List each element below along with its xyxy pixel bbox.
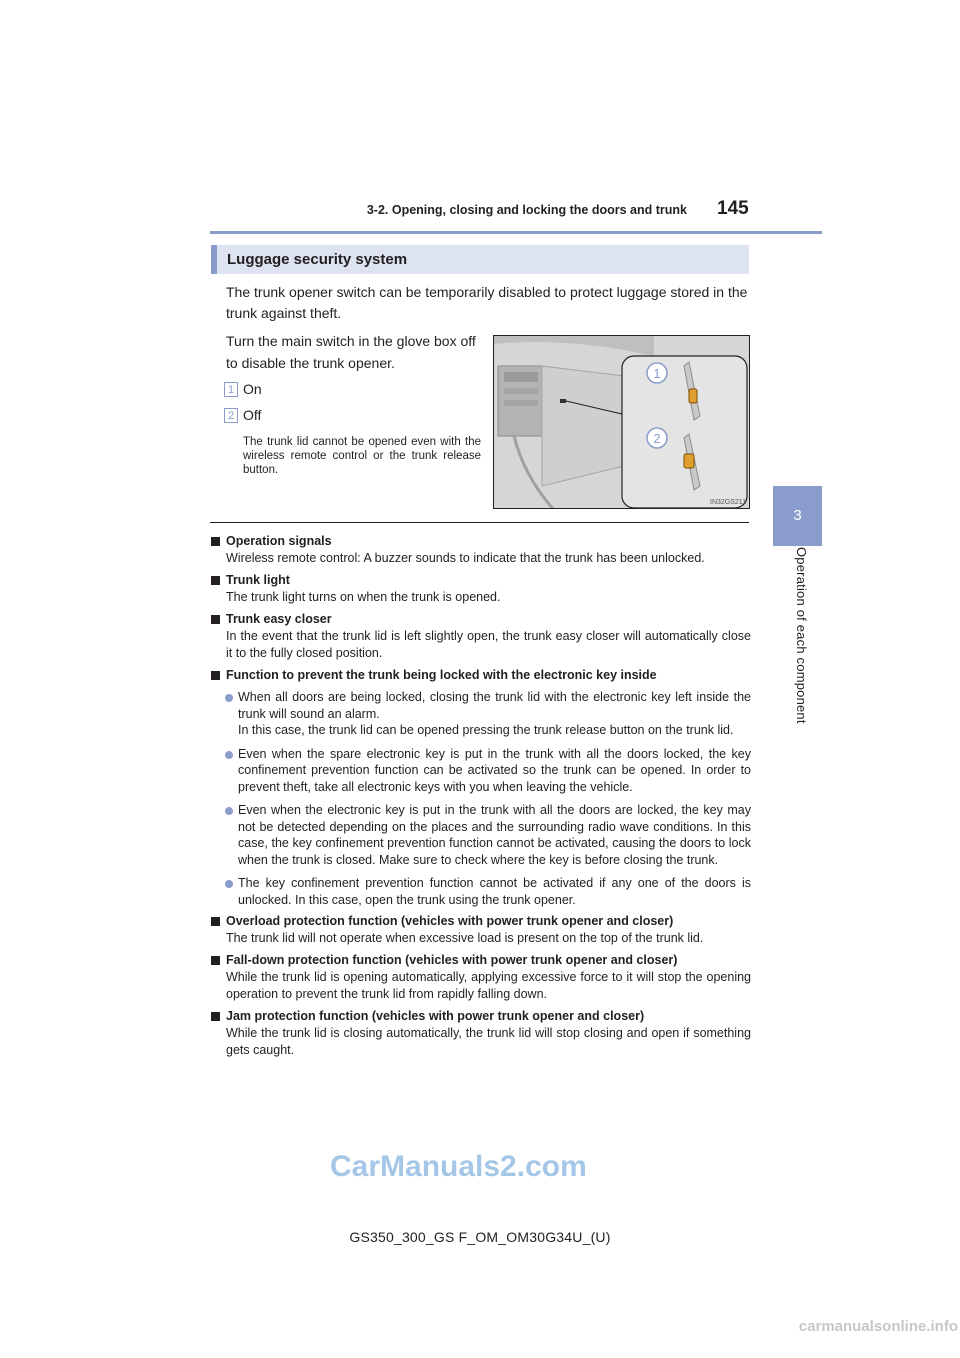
note-body: The trunk lid will not operate when excessive load is present on the top of the trunk lid. <box>226 931 704 945</box>
watermark-site[interactable]: carmanualsonline.info <box>798 1318 958 1335</box>
chapter-tab[interactable]: 3 <box>773 486 822 546</box>
callout-2: 2 <box>653 431 661 446</box>
watermark-logo: CarManuals2.com <box>330 1150 587 1183</box>
item-number-1: 1 <box>224 382 238 397</box>
note-body: The trunk light turns on when the trunk is opened. <box>226 590 501 604</box>
figure-code: IN32GS211 <box>710 499 747 506</box>
note-bullet: The key confinement prevention function cannot be activated if any one of the doors is unlocked. In this case, open the trunk using the trunk opener. <box>211 875 751 908</box>
glove-box-illustration <box>493 335 750 509</box>
item-number-2: 2 <box>224 408 238 423</box>
note-bullet: Even when the spare electronic key is put in the trunk with all the doors locked, the key confinement prevention function can be activated so the trunk can be opened. In order to prevent theft, take all electronic keys with you when leaving the vehicle. <box>211 746 751 796</box>
section-title: Luggage security system <box>227 251 408 268</box>
note-bullet-continued: In this case, the trunk lid can be opened pressing the trunk release button on the trunk lid. <box>238 723 734 737</box>
note-heading: Trunk easy closer <box>211 611 751 628</box>
note-heading: Function to prevent the trunk being locked with the electronic key inside <box>211 667 751 684</box>
note-heading: Fall-down protection function (vehicles with power trunk opener and closer) <box>211 952 751 969</box>
note-heading: Overload protection function (vehicles with power trunk opener and closer) <box>211 913 751 930</box>
callout-1: 1 <box>653 366 661 381</box>
footer-code: GS350_300_GS F_OM_OM30G34U_(U) <box>349 1229 611 1245</box>
item-label-off: Off <box>243 407 262 423</box>
notes-list <box>211 533 751 1059</box>
note-body: Wireless remote control: A buzzer sounds to indicate that the trunk has been unlocked. <box>226 551 705 565</box>
note-bullet: When all doors are being locked, closing the trunk lid with the electronic key left inside the trunk will sound an alarm. <box>211 689 751 722</box>
note-body: While the trunk lid is opening automatically, applying excessive force to it will stop the opening operation to prevent the trunk lid from rapidly falling down. <box>226 970 751 1001</box>
page-number: 145 <box>717 198 749 219</box>
header-rule <box>210 231 822 234</box>
note-body: In the event that the trunk lid is left slightly open, the trunk easy closer will automatically close it to the fully closed position. <box>226 629 751 660</box>
section-heading-bar <box>211 245 749 274</box>
instruction-text: Turn the main switch in the glove box off to disable the trunk opener. <box>226 333 476 371</box>
note-bullet: Even when the electronic key is put in the trunk with all the doors are locked, the key may not be detected depending on the places and the surrounding radio wave conditions. In this case, the key confinement prevention function cannot be activated, causing the doors to lock when the trunk is closed. Make sure to check where the key is before closing the trunk. <box>211 802 751 868</box>
section-divider <box>210 522 749 523</box>
note-heading: Trunk light <box>211 572 751 589</box>
header-section-title: 3-2. Opening, closing and locking the doors and trunk <box>366 203 687 217</box>
note-body: While the trunk lid is closing automatically, the trunk lid will stop closing and open if something gets caught. <box>226 1026 751 1057</box>
glove-box-drawing <box>494 336 750 509</box>
item-label-on: On <box>243 381 262 397</box>
note-heading: Operation signals <box>211 533 751 550</box>
intro-paragraph: The trunk opener switch can be temporarily disabled to protect luggage stored in the trunk against theft. <box>226 284 748 321</box>
chapter-title: Operation of each component <box>794 547 809 724</box>
item-note: The trunk lid cannot be opened even with the wireless remote control or the trunk release button. <box>243 436 481 476</box>
note-heading: Jam protection function (vehicles with power trunk opener and closer) <box>211 1008 751 1025</box>
